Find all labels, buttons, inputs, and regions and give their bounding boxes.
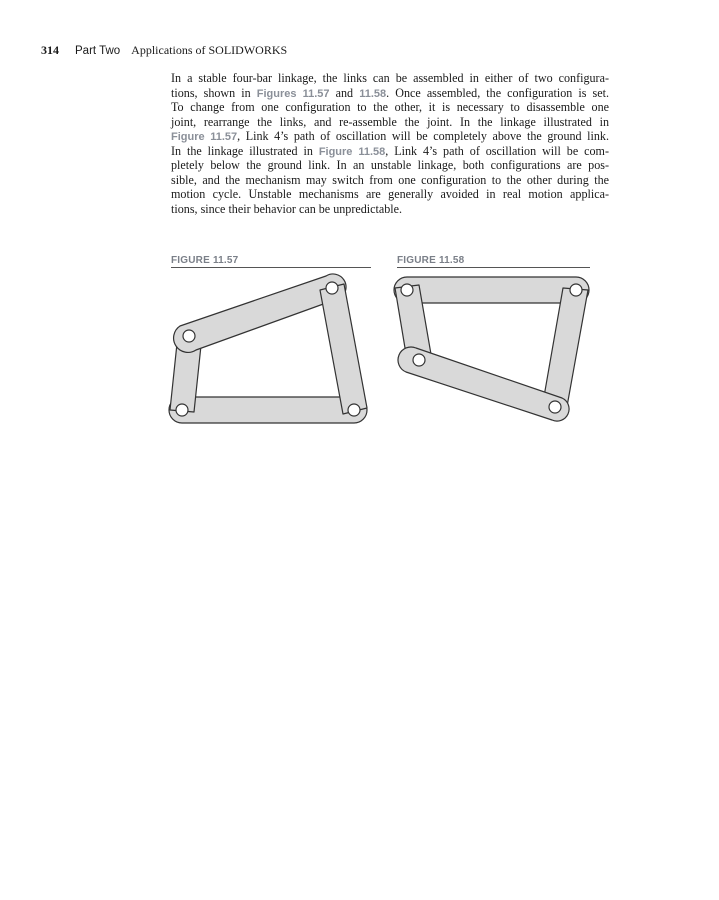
text-line: In a stable four-bar linkage, the links can be assembled in either of two configura- [171,71,609,85]
link-4 [320,284,367,414]
ground-link [394,277,589,303]
figure-reference-link[interactable]: Figure 11.58 [318,145,386,158]
figure-11-57-linkage [169,274,367,423]
joint-pin [549,401,561,413]
text-line: pletely below the ground link. In an unstable linkage, both configurations are pos- [171,158,609,173]
joint-pin [176,404,188,416]
ground-link [169,397,367,423]
page-number: 314 [41,43,59,57]
joint-pin [413,354,425,366]
joint-pin [348,404,360,416]
figure-reference-link[interactable]: Figures 11.57 [256,87,330,100]
text-line: joint, rearrange the links, and re-assemble the joint. In the linkage illustrated in [171,114,609,129]
joint-pin [401,284,413,296]
figure-reference-link[interactable]: 11.58 [359,87,387,100]
figure-11-58-label: FIGURE 11.58 [397,255,590,268]
figure-11-57-label: FIGURE 11.57 [171,255,371,268]
text-line: sible, and the mechanism may switch from one configuration to the other during the [171,172,609,187]
joint-pin [326,282,338,294]
text-line: tions, since their behavior can be unpredictable. [171,201,403,216]
text-line: To change from one configuration to the other, it is necessary to disassemble one [171,100,609,115]
joint-pin [183,330,195,342]
text-line: motion cycle. Unstable mechanisms are generally avoided in real motion applica- [171,187,609,202]
book-title: Applications of SOLIDWORKS [131,43,288,57]
text-line: In the linkage illustrated in Figure 11.58, Link 4’s path of oscillation will be com- [171,143,609,158]
link-3 [174,274,346,352]
figure-11-58-linkage [394,277,589,421]
text-line: Figure 11.57, Link 4’s path of oscillation will be completely above the ground link. [171,129,609,144]
part-label: Part Two [75,45,121,57]
figure-reference-link[interactable]: Figure 11.57 [171,131,238,144]
joint-pin [570,284,582,296]
text-line: tions, shown in Figures 11.57 and 11.58. Once assembled, the configuration is set. [171,85,609,100]
